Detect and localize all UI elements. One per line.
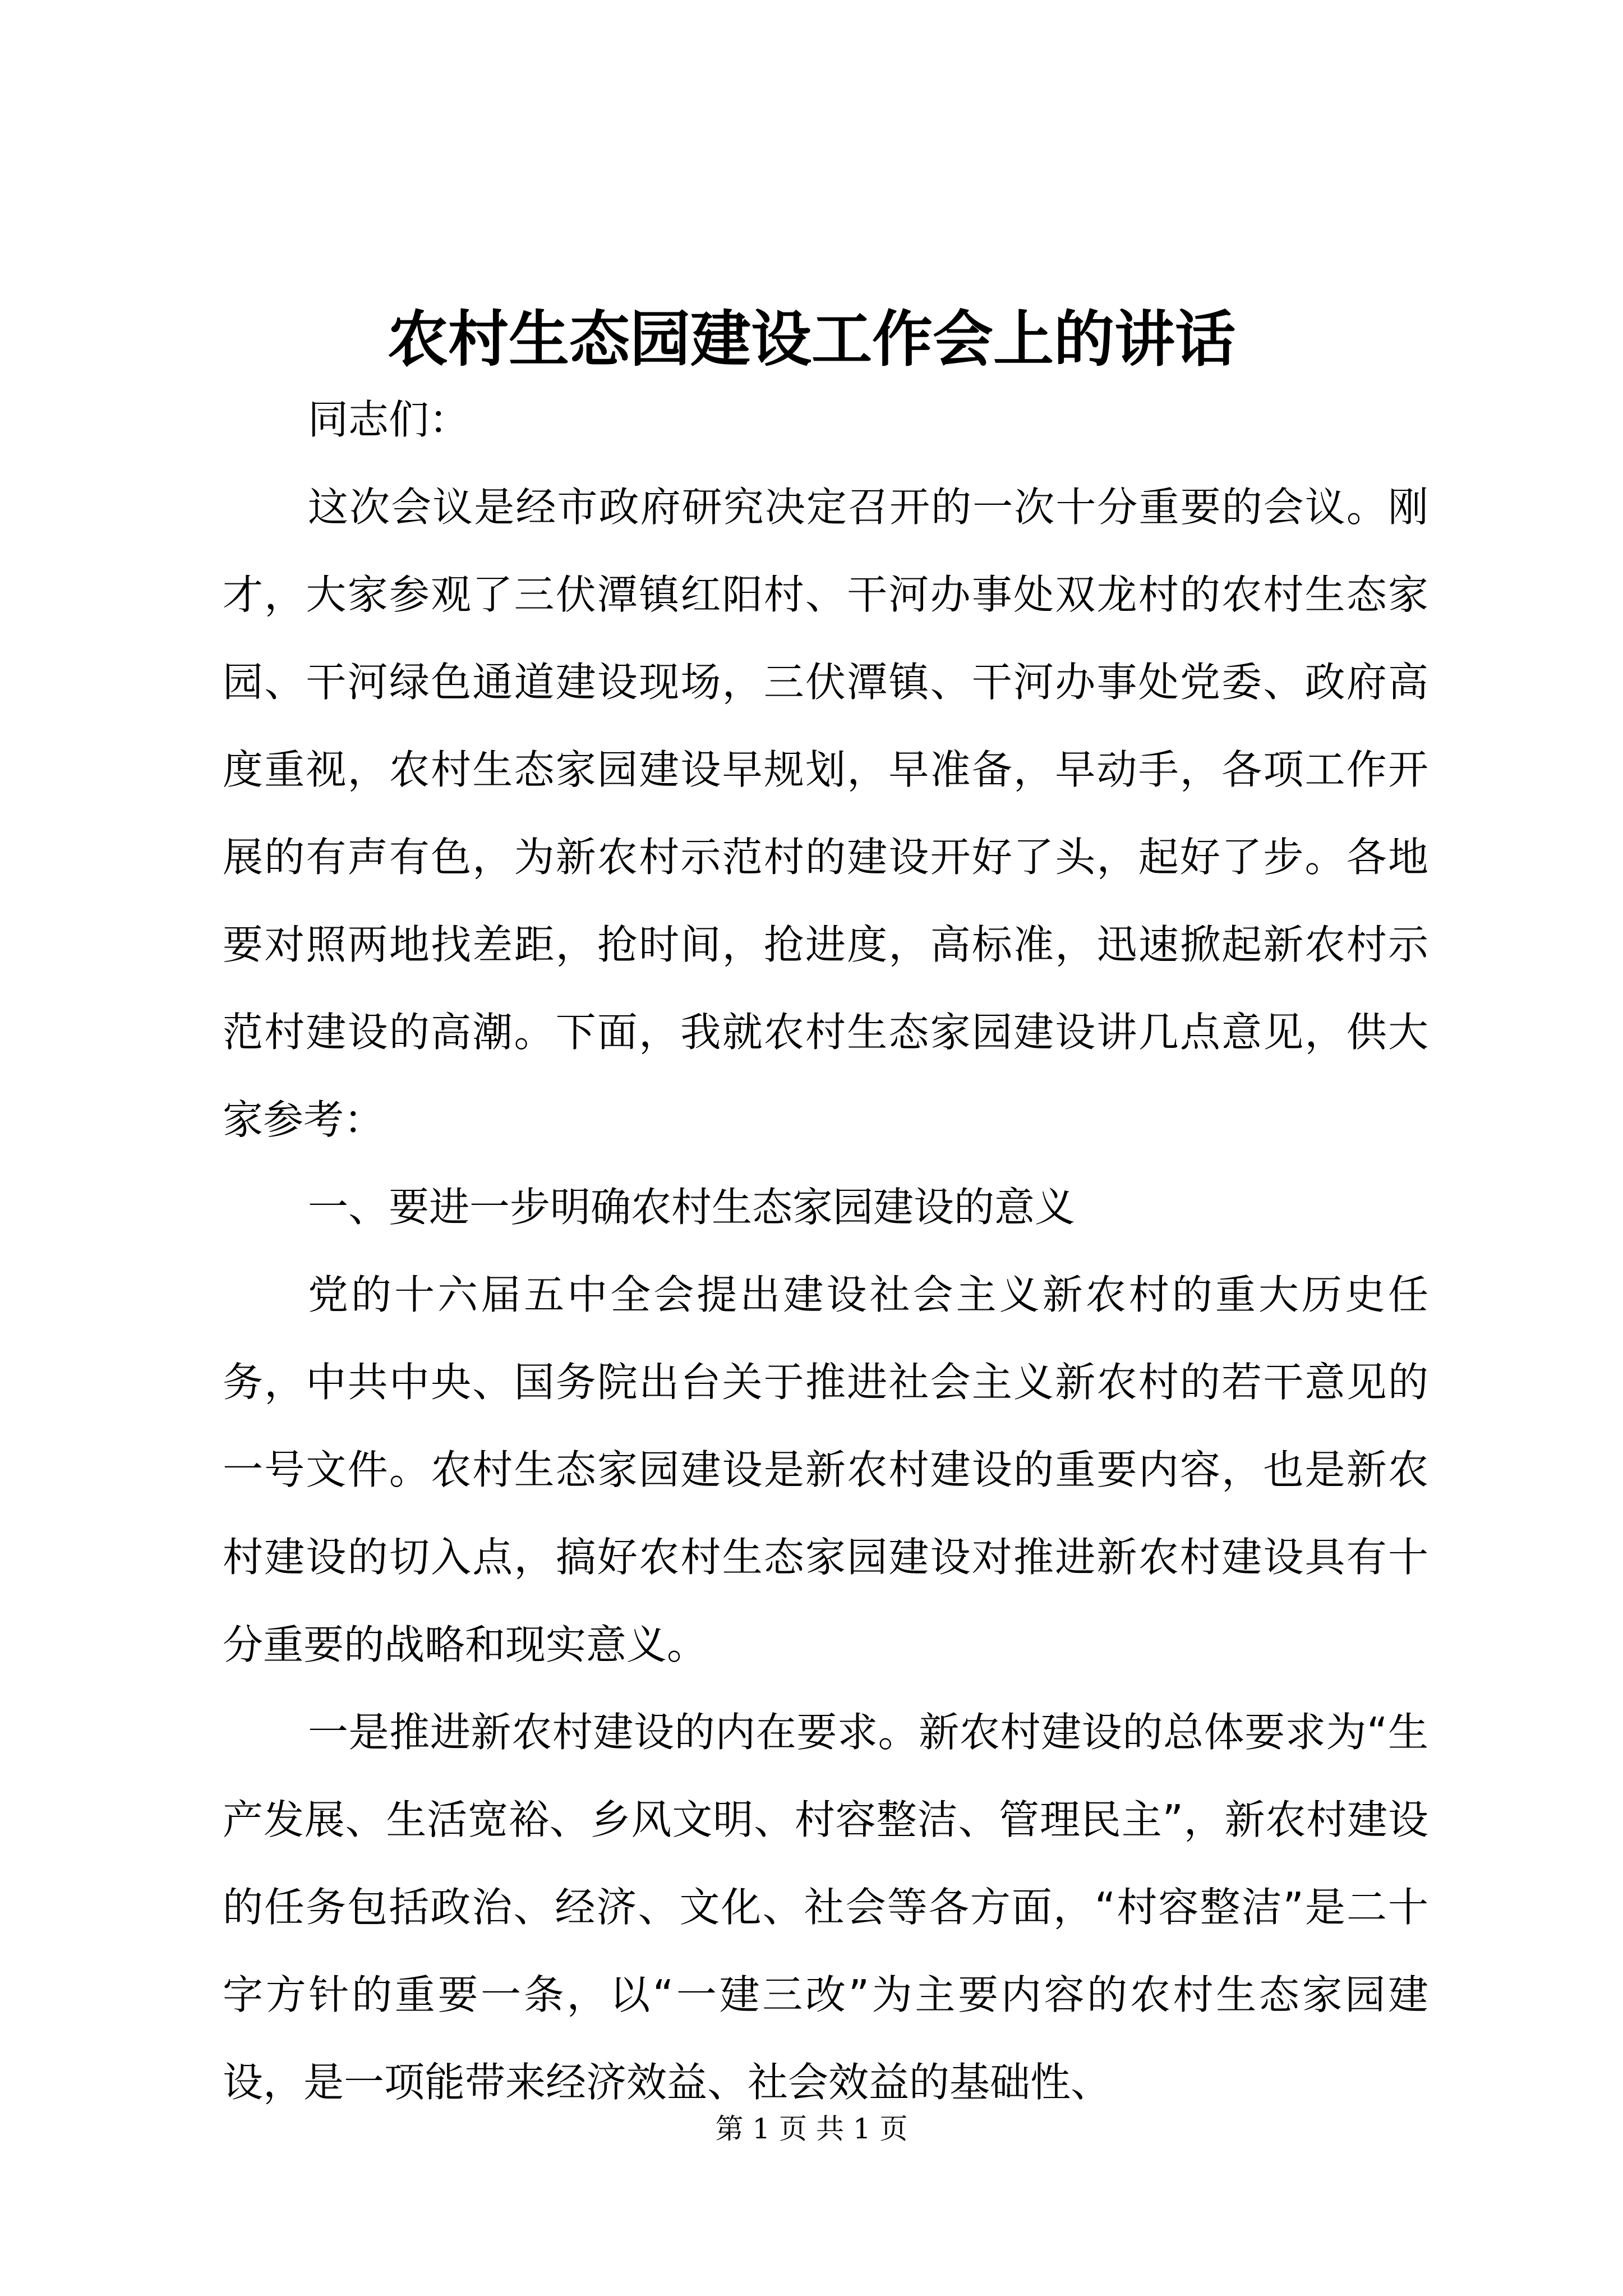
document-body xyxy=(223,376,1428,2126)
salutation: 同志们： xyxy=(308,396,470,443)
document-title: 农村生态园建设工作会上的讲话 xyxy=(387,304,1235,375)
paragraph-point-one: 一是推进新农村建设的内在要求。新农村建设的总体要求为“生产发展、生活宽裕、乡风文明、村容整洁、管理民主”，新农村建设的任务包括政治、经济、文化、社会等各方面，“村容整洁”是二十字方针的重要一条，以“一建三改”为主要内容的农村生态家园建设，是一项能带来经济效益、社会效益的基础性、 xyxy=(223,1709,1428,2106)
section-heading: 一、要进一步明确农村生态家园建设的意义 xyxy=(308,1184,1076,1231)
page-footer: 第 1 页 共 1 页 xyxy=(715,2113,908,2145)
paragraph-intro: 这次会议是经市政府研究决定召开的一次十分重要的会议。刚才，大家参观了三伏潭镇红阳村、干河办事处双龙村的农村生态家园、干河绿色通道建设现场，三伏潭镇、干河办事处党委、政府高度重视，农村生态家园建设早规划，早准备，早动手，各项工作开展的有声有色，为新农村示范村的建设开好了头，起好了步。各地要对照两地找差距，抢时间，抢进度，高标准，迅速掀起新农村示范村建设的高潮。下面，我就农村生态家园建设讲几点意见，供大家参考： xyxy=(223,484,1428,1143)
paragraph-significance: 党的十六届五中全会提出建设社会主义新农村的重大历史任务，中共中央、国务院出台关于推进社会主义新农村的若干意见的一号文件。农村生态家园建设是新农村建设的重要内容，也是新农村建设的切入点，搞好农村生态家园建设对推进新农村建设具有十分重要的战略和现实意义。 xyxy=(223,1271,1428,1668)
